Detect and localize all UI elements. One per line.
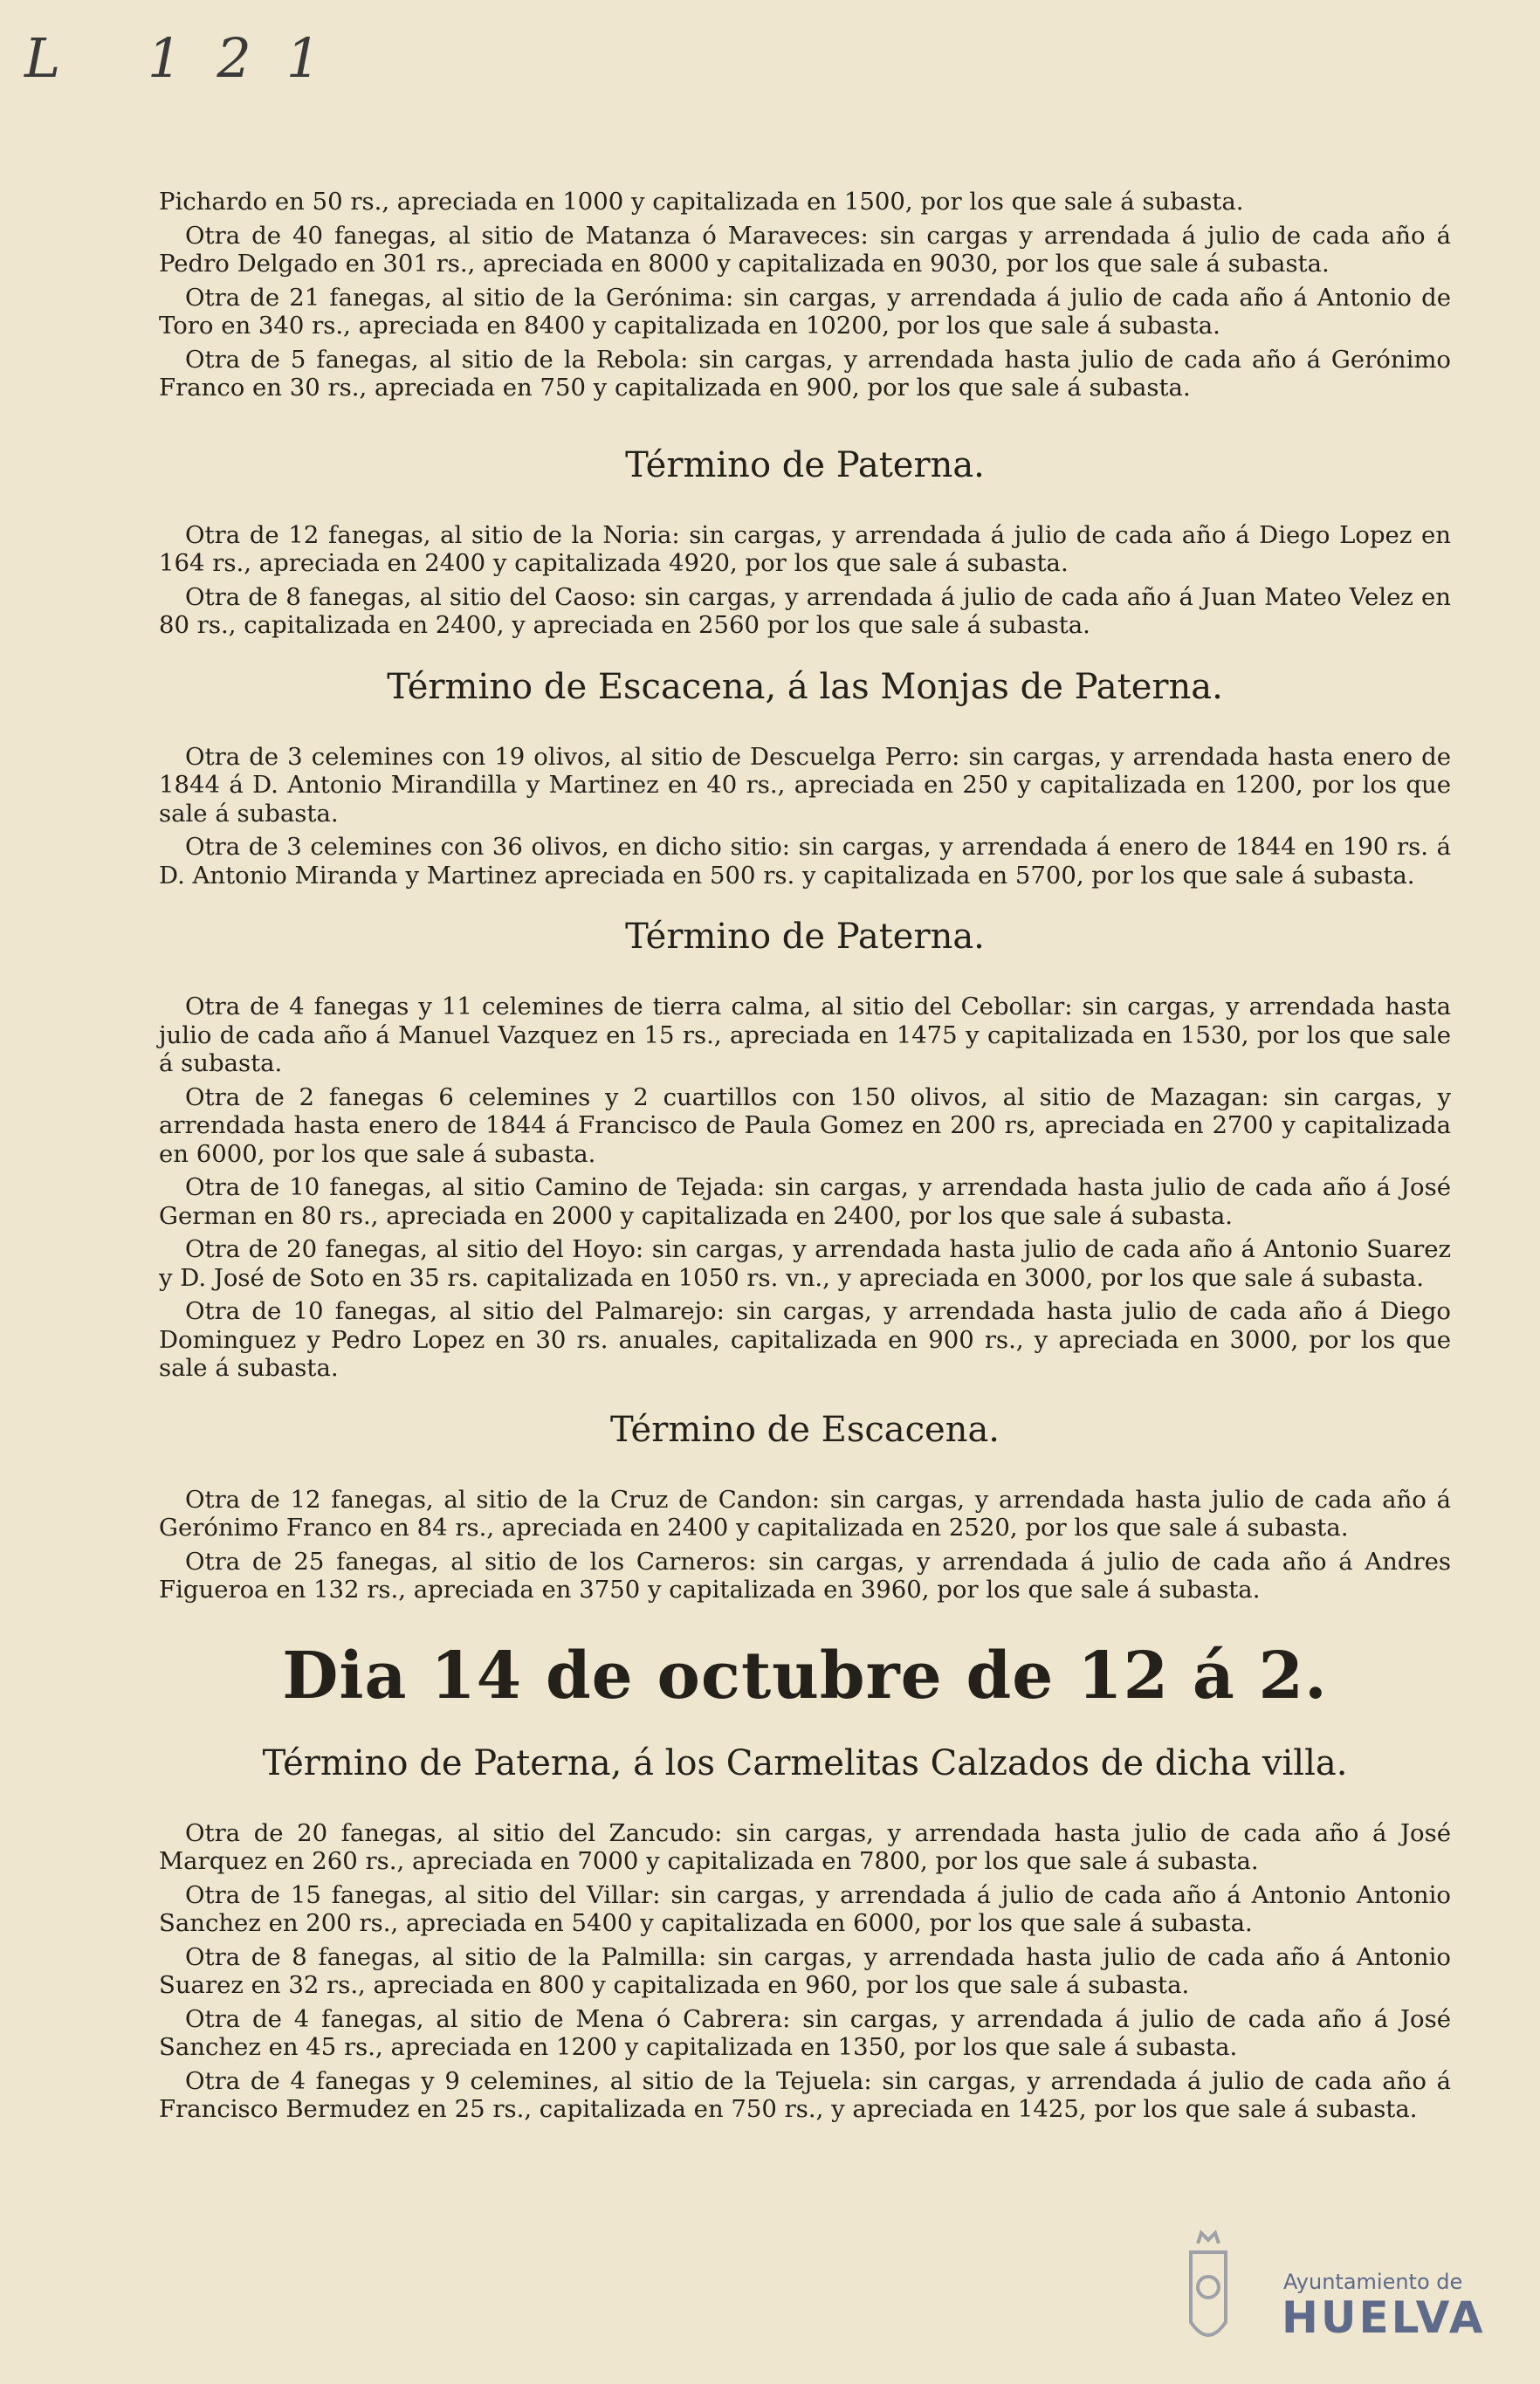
day-heading: Dia 14 de octubre de 12 á 2.: [282, 1638, 1328, 1714]
section-heading: Término de Paterna.: [625, 444, 985, 485]
auction-lot-entry: Otra de 8 fanegas, al sitio del Caoso: sin cargas, y arrendada á julio de cada año á Juan Mateo Velez en 80 rs., capitalizada en 2400, y apreciada en 2560 por los que sale á subasta.: [159, 582, 1451, 639]
auction-lot-entry: Otra de 10 fanegas, al sitio Camino de Tejada: sin cargas, y arrendada hasta julio de cada año á José German en 80 rs., apreciada en 2000 y capitalizada en 2400, por los que sale á subasta.: [159, 1173, 1451, 1230]
auction-lot-entry: Otra de 2 fanegas 6 celemines y 2 cuartillos con 150 olivos, al sitio de Mazagan: sin cargas, y arrendada hasta enero de 1844 á Francisco de Paula Gomez en 200 rs, apreciada en 2700 y capitalizada en 6000, por los que sale á subasta.: [159, 1082, 1451, 1168]
auction-lot-entry: Otra de 15 fanegas, al sitio del Villar: sin cargas, y arrendada á julio de cada año á Antonio Antonio Sanchez en 200 rs., apreciada en 5400 y capitalizada en 6000, por los que sale á subasta.: [159, 1880, 1451, 1937]
auction-lot-entry: Otra de 20 fanegas, al sitio del Hoyo: sin cargas, y arrendada hasta julio de cada año á Antonio Suarez y D. José de Soto en 35 rs. capitalizada en 1050 rs. vn., y apreciada en 3000, por los que sale á subasta.: [159, 1235, 1451, 1292]
auction-lot-entry: Otra de 3 celemines con 36 olivos, en dicho sitio: sin cargas, y arrendada á enero de 1844 en 190 rs. á D. Antonio Miranda y Martinez apreciada en 500 rs. y capitalizada en 5700, por los que sale á subasta.: [159, 833, 1451, 890]
section-heading: Término de Escacena, á las Monjas de Paterna.: [387, 666, 1223, 707]
section-heading: Término de Paterna, á los Carmelitas Calzados de dicha villa.: [262, 1742, 1348, 1783]
auction-lot-entry: Pichardo en 50 rs., apreciada en 1000 y capitalizada en 1500, por los que sale á subasta.: [159, 188, 1244, 216]
watermark-line-1: Ayuntamiento de: [1283, 2270, 1463, 2294]
auction-lot-entry: Otra de 4 fanegas, al sitio de Mena ó Cabrera: sin cargas, y arrendada á julio de cada año á José Sanchez en 45 rs., apreciada en 1200 y capitalizada en 1350, por los que sale á subasta.: [159, 2004, 1451, 2061]
auction-lot-entry: Otra de 12 fanegas, al sitio de la Cruz de Candon: sin cargas, y arrendada hasta julio de cada año á Gerónimo Franco en 84 rs., apreciada en 2400 y capitalizada en 2520, por los que sale á subasta.: [159, 1485, 1451, 1542]
watermark-line-2: HUELVA: [1282, 2292, 1486, 2343]
auction-lot-entry: Otra de 12 fanegas, al sitio de la Noria: sin cargas, y arrendada á julio de cada año á Diego Lopez en 164 rs., apreciada en 2400 y capitalizada 4920, por los que sale á subasta.: [159, 520, 1451, 577]
auction-lot-entry: Otra de 40 fanegas, al sitio de Matanza ó Maraveces: sin cargas y arrendada á julio de cada año á Pedro Delgado en 301 rs., apreciada en 8000 y capitalizada en 9030, por los que sale á subasta.: [159, 221, 1451, 278]
auction-lot-entry: Otra de 21 fanegas, al sitio de la Gerónima: sin cargas, y arrendada á julio de cada año á Antonio de Toro en 340 rs., apreciada en 8400 y capitalizada en 10200, por los que sale á subasta.: [159, 283, 1451, 340]
auction-lot-entry: Otra de 20 fanegas, al sitio del Zancudo: sin cargas, y arrendada hasta julio de cada año á José Marquez en 260 rs., apreciada en 7000 y capitalizada en 7800, por los que sale á subasta.: [159, 1818, 1451, 1875]
section-heading: Término de Escacena.: [609, 1409, 1000, 1450]
handwritten-note: L 121: [24, 26, 356, 90]
auction-lot-entry: Otra de 5 fanegas, al sitio de la Rebola: sin cargas, y arrendada hasta julio de cada año á Gerónimo Franco en 30 rs., apreciada en 750 y capitalizada en 900, por los que sale á subasta.: [159, 345, 1451, 402]
auction-lot-entry: Otra de 8 fanegas, al sitio de la Palmilla: sin cargas, y arrendada hasta julio de cada año á Antonio Suarez en 32 rs., apreciada en 800 y capitalizada en 960, por los que sale á subasta.: [159, 1942, 1451, 1999]
auction-lot-entry: Otra de 4 fanegas y 9 celemines, al sitio de la Tejuela: sin cargas, y arrendada á julio de cada año á Francisco Bermudez en 25 rs., capitalizada en 750 rs., y apreciada en 1425, por los que sale á subasta.: [159, 2066, 1451, 2123]
section-heading: Término de Paterna.: [625, 917, 985, 957]
auction-lot-entry: Otra de 10 fanegas, al sitio del Palmarejo: sin cargas, y arrendada hasta julio de cada año á Diego Dominguez y Pedro Lopez en 30 rs. anuales, capitalizada en 900 rs., y apreciada en 3000, por los que sale á subasta.: [159, 1297, 1451, 1382]
auction-lot-entry: Otra de 4 fanegas y 11 celemines de tierra calma, al sitio del Cebollar: sin cargas, y arrendada hasta julio de cada año á Manuel Vazquez en 15 rs., apreciada en 1475 y capitalizada en 1530, por los que sale á subasta.: [159, 993, 1451, 1077]
auction-lot-entry: Otra de 25 fanegas, al sitio de los Carneros: sin cargas, y arrendada á julio de cada año á Andres Figueroa en 132 rs., apreciada en 3750 y capitalizada en 3960, por los que sale á subasta.: [159, 1547, 1451, 1604]
document-body: [159, 188, 1451, 2129]
auction-lot-entry: Otra de 3 celemines con 19 olivos, al sitio de Descuelga Perro: sin cargas, y arrendada hasta enero de 1844 á D. Antonio Mirandilla y Martinez en 40 rs., apreciada en 250 y capitalizada en 1200, por los que sale á subasta.: [159, 742, 1451, 828]
